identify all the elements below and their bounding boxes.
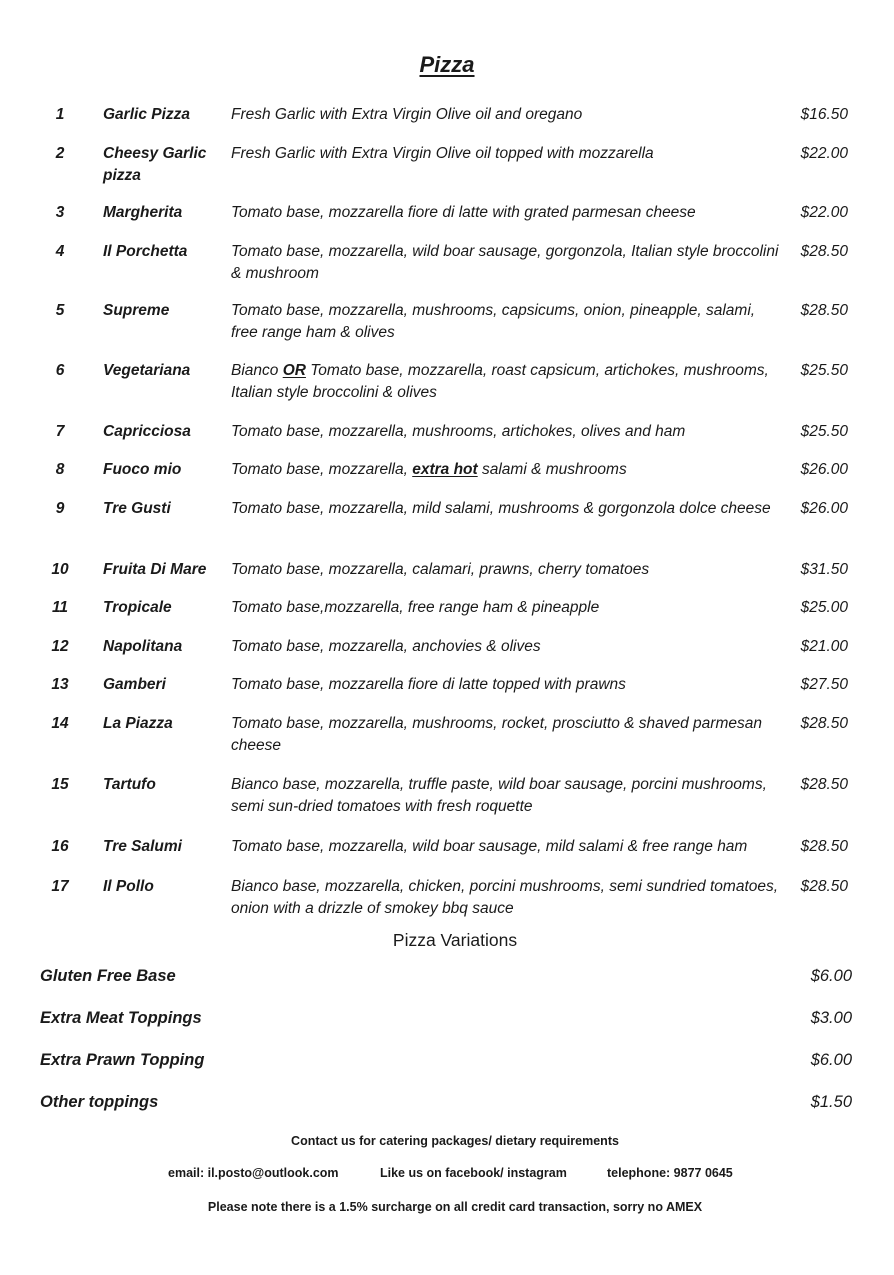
variations-title: Pizza Variations — [392, 930, 518, 950]
item-description: Tomato base, mozzarella, calamari, prawns, cherry tomatoes — [231, 561, 650, 578]
item-description: Tomato base, mozzarella fiore di latte topped with prawns — [231, 676, 626, 693]
description-emphasis: extra hot — [412, 461, 478, 478]
item-name: Supreme — [103, 302, 170, 319]
item-price: $22.00 — [800, 204, 848, 221]
item-number: 4 — [55, 243, 65, 260]
item-number: 16 — [51, 838, 69, 855]
item-number: 5 — [55, 302, 65, 319]
item-description: Tomato base,mozzarella, free range ham & pineapple — [231, 599, 600, 616]
item-price: $21.00 — [800, 638, 848, 655]
item-name: Tartufo — [103, 776, 156, 793]
item-number: 8 — [55, 461, 65, 478]
item-description — [231, 459, 779, 481]
social-media-notice: Like us on facebook/ instagram — [380, 1166, 567, 1180]
item-name: Margherita — [103, 204, 183, 221]
item-number: 17 — [51, 878, 69, 895]
menu-title: Pizza — [419, 52, 475, 77]
variation-price: $1.50 — [810, 1093, 852, 1111]
item-number: 7 — [55, 423, 65, 440]
item-name: Garlic Pizza — [103, 106, 191, 123]
item-price: $26.00 — [800, 500, 848, 517]
item-number: 6 — [55, 362, 65, 379]
description-text: salami & mushrooms — [477, 461, 627, 478]
item-price: $28.50 — [800, 302, 848, 319]
item-name: Gamberi — [103, 676, 166, 693]
telephone-contact: telephone: 9877 0645 — [607, 1166, 733, 1180]
item-description: Bianco base, mozzarella, truffle paste, wild boar sausage, porcini mushrooms, semi sun-dried tomatoes with fresh roquette — [231, 776, 767, 815]
variation-name: Extra Meat Toppings — [40, 1009, 202, 1027]
item-name: Fuoco mio — [103, 461, 182, 478]
item-name: Tre Gusti — [103, 500, 171, 517]
item-price: $25.00 — [800, 599, 848, 616]
description-emphasis: OR — [282, 362, 306, 379]
item-name: Il Porchetta — [103, 243, 188, 260]
item-description: Tomato base, mozzarella, mild salami, mushrooms & gorgonzola dolce cheese — [231, 500, 771, 517]
description-text: Bianco — [231, 362, 283, 379]
item-price: $31.50 — [800, 561, 848, 578]
item-price: $28.50 — [800, 878, 848, 895]
item-description: Tomato base, mozzarella, wild boar sausage, mild salami & free range ham — [231, 838, 748, 855]
item-description: Tomato base, mozzarella, anchovies & olives — [231, 638, 541, 655]
catering-notice: Contact us for catering packages/ dietary requirements — [291, 1134, 619, 1148]
item-number: 3 — [55, 204, 65, 221]
item-number: 13 — [51, 676, 69, 693]
item-description: Tomato base, mozzarella, wild boar sausage, gorgonzola, Italian style broccolini & mushroom — [231, 243, 779, 282]
item-number: 2 — [55, 145, 65, 162]
item-price: $28.50 — [800, 715, 848, 732]
item-name: Fruita Di Mare — [103, 561, 207, 578]
item-price: $27.50 — [800, 676, 848, 693]
item-name: La Piazza — [103, 715, 173, 732]
variation-name: Gluten Free Base — [40, 967, 176, 985]
item-number: 15 — [51, 776, 69, 793]
description-text: Tomato base, mozzarella, — [231, 461, 413, 478]
item-name: Il Pollo — [103, 878, 154, 895]
item-price: $25.50 — [800, 423, 848, 440]
item-description — [231, 360, 779, 404]
item-price: $25.50 — [800, 362, 848, 379]
item-number: 11 — [51, 599, 69, 616]
item-description: Tomato base, mozzarella, mushrooms, rocket, prosciutto & shaved parmesan cheese — [231, 715, 762, 754]
email-contact: email: il.posto@outlook.com — [168, 1166, 339, 1180]
item-number: 14 — [51, 715, 69, 732]
item-name: Tropicale — [103, 599, 172, 616]
item-description: Tomato base, mozzarella, mushrooms, artichokes, olives and ham — [231, 423, 686, 440]
item-price: $26.00 — [800, 461, 848, 478]
item-price: $16.50 — [800, 106, 848, 123]
item-price: $22.00 — [800, 145, 848, 162]
item-number: 9 — [55, 500, 65, 517]
item-number: 1 — [55, 106, 65, 123]
variation-name: Extra Prawn Topping — [40, 1051, 205, 1069]
variation-price: $6.00 — [810, 1051, 852, 1069]
variation-price: $3.00 — [810, 1009, 852, 1027]
item-name: Cheesy Garlic pizza — [103, 145, 207, 184]
item-description: Bianco base, mozzarella, chicken, porcini mushrooms, semi sundried tomatoes, onion with a drizzle of smokey bbq sauce — [231, 878, 779, 917]
variation-name: Other toppings — [40, 1093, 159, 1111]
surcharge-notice: Please note there is a 1.5% surcharge on all credit card transaction, sorry no AMEX — [207, 1200, 703, 1214]
item-number: 10 — [51, 561, 69, 578]
item-price: $28.50 — [800, 243, 848, 260]
item-number: 12 — [51, 638, 69, 655]
item-name: Capricciosa — [103, 423, 191, 440]
item-price: $28.50 — [800, 838, 848, 855]
item-price: $28.50 — [800, 776, 848, 793]
item-description: Tomato base, mozzarella, mushrooms, capsicums, onion, pineapple, salami, free range ham & olives — [231, 302, 756, 341]
item-name: Napolitana — [103, 638, 183, 655]
item-name: Vegetariana — [103, 362, 191, 379]
item-description: Fresh Garlic with Extra Virgin Olive oil topped with mozzarella — [231, 145, 654, 162]
item-description: Fresh Garlic with Extra Virgin Olive oil and oregano — [231, 106, 583, 123]
description-text: Tomato base, mozzarella, roast capsicum, artichokes, mushrooms, Italian style broccolini & olives — [231, 362, 769, 401]
variation-price: $6.00 — [810, 967, 852, 985]
item-name: Tre Salumi — [103, 838, 182, 855]
item-description: Tomato base, mozzarella fiore di latte with grated parmesan cheese — [231, 204, 696, 221]
